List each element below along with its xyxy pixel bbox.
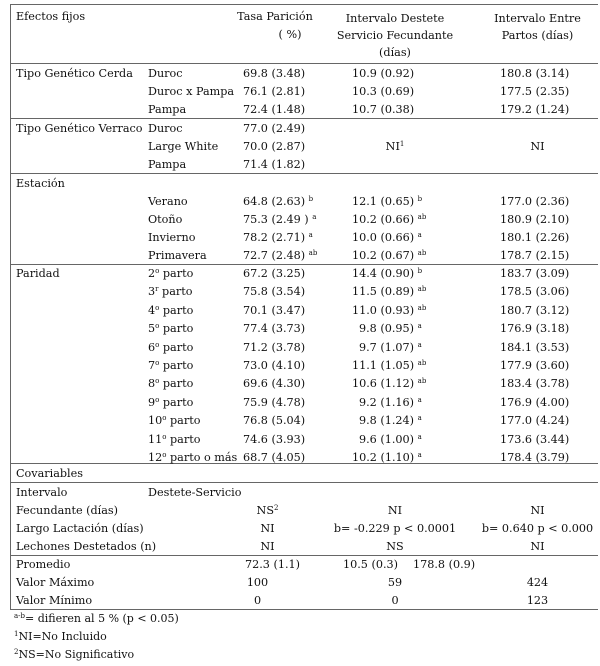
covariable-iep: b= 0.640 p < 0.000: [481, 522, 594, 535]
tasa-value: 75.8 (3.54): [243, 285, 306, 299]
row-label: Duroc: [148, 67, 183, 80]
covariables-intervalo: Intervalo: [16, 486, 68, 499]
ids-value: 14.4 (0.90) $^b$: [352, 267, 423, 280]
iep-value: 184.1 (3.53): [500, 340, 570, 354]
covariable-tasa: NI: [260, 522, 275, 535]
ids-value: 10.6 (1.12) $^{ab}$: [352, 377, 427, 391]
ids-value: 9.8 (1.24) $^a$: [359, 414, 422, 428]
iep-value: 173.6 (3.44): [500, 432, 570, 446]
row-label: 5$^o$ parto: [148, 322, 194, 336]
ids-value: 10.2 (0.67) $^{ab}$: [352, 249, 427, 262]
rule-verraco: [10, 173, 598, 174]
section-estacion-label: Estación: [16, 177, 65, 190]
iep-value: 177.5 (2.35): [500, 85, 570, 98]
iep-value: 178.5 (3.06): [500, 285, 570, 299]
header-intervalo-partos: Intervalo Entre Partos (días): [494, 12, 581, 42]
ids-value: 10.7 (0.38): [352, 103, 415, 116]
covariable-ids: NI: [387, 504, 403, 517]
header-intervalo-destete: Intervalo Destete Servicio Fecundante (días): [336, 12, 454, 59]
tasa-value: 71.4 (1.82): [243, 158, 306, 171]
summary-maximo-ids: 59: [387, 576, 403, 589]
iep-value: 178.4 (3.79): [500, 451, 570, 464]
tasa-value: 70.0 (2.87): [243, 140, 306, 153]
row-label: Invierno: [148, 231, 196, 244]
tasa-value: 70.1 (3.47): [243, 303, 306, 317]
ids-value: 9.2 (1.16) $^a$: [359, 395, 422, 409]
covariable-label: Fecundante (días): [16, 504, 119, 517]
tasa-value: 77.0 (2.49): [243, 122, 306, 135]
row-label: Large White: [148, 140, 219, 153]
iep-value: 179.2 (1.24): [500, 103, 570, 116]
tasa-value: 75.3 (2.49 ) $^a$: [243, 213, 317, 226]
iep-value: 183.4 (3.78): [500, 377, 570, 391]
header-effects: Efectos fijos: [16, 10, 86, 23]
ids-value: 11.1 (1.05) $^{ab}$: [352, 359, 427, 372]
covariables-label: Covariables: [16, 467, 83, 480]
row-label: 8$^o$ parto: [148, 377, 194, 391]
ids-value: 11.0 (0.93) $^{ab}$: [352, 303, 427, 317]
rule-header: [10, 63, 598, 64]
summary-minimo-label: Valor Mínimo: [16, 594, 93, 607]
row-label: Verano: [148, 195, 188, 208]
covariable-tasa: NI: [260, 540, 275, 553]
summary-maximo-iep: 424: [526, 576, 549, 589]
header-tasa: Tasa Parición ( %): [237, 10, 313, 41]
tasa-value: 72.4 (1.48): [243, 103, 306, 116]
ids-value: 10.2 (0.66) $^{ab}$: [352, 213, 427, 226]
covariable-iep: NI: [530, 540, 545, 553]
section-paridad-label: Paridad: [16, 267, 60, 280]
row-label: 12$^o$ parto o más: [148, 451, 238, 464]
tasa-value: 68.7 (4.05): [243, 451, 306, 464]
row-label: Duroc: [148, 122, 183, 135]
ids-value: 10.9 (0.92): [352, 67, 415, 80]
iep-value: 176.9 (4.00): [500, 395, 570, 409]
rule-covariables: [10, 555, 598, 556]
footnote-ni: $^1$NI=No Incluido: [14, 630, 107, 643]
covariable-label: Lechones Destetados (n): [16, 540, 157, 553]
section-cerda-label: Tipo Genético Cerda: [16, 67, 133, 80]
rule-bottom: [10, 609, 598, 610]
summary-promedio-label: Promedio: [16, 558, 71, 571]
rule-cerda: [10, 118, 598, 119]
rule-top: [10, 4, 598, 5]
tasa-value: 73.0 (4.10): [243, 359, 306, 372]
row-label: 10$^o$ parto: [148, 414, 201, 428]
tasa-value: 67.2 (3.25): [243, 267, 306, 280]
tasa-value: 76.1 (2.81): [243, 85, 306, 98]
rule-covariables-label: [10, 482, 598, 483]
row-label: 11$^o$ parto: [148, 432, 201, 446]
summary-maximo-tasa: 100: [246, 576, 269, 589]
footnote-ns: $^2$NS=No Significativo: [14, 648, 135, 661]
iep-value: 176.9 (3.18): [500, 322, 570, 336]
tasa-value: 76.8 (5.04): [243, 414, 306, 428]
row-label: Pampa: [148, 103, 187, 116]
covariable-ids: NS: [386, 540, 404, 553]
section-verraco-label: Tipo Genético Verraco: [16, 122, 143, 135]
ids-value: 11.5 (0.89) $^{ab}$: [352, 285, 427, 299]
iep-value: 177.9 (3.60): [500, 359, 570, 372]
iep-value: 180.8 (3.14): [500, 67, 570, 80]
row-label: 3$^r$ parto: [148, 285, 193, 299]
ids-value: 10.0 (0.66) $^a$: [352, 231, 422, 244]
summary-minimo-ids: 0: [391, 594, 399, 607]
tasa-value: 77.4 (3.73): [243, 322, 306, 336]
tasa-value: 69.6 (4.30): [243, 377, 306, 391]
summary-minimo-iep: 123: [526, 594, 549, 607]
ids-value: 9.6 (1.00) $^a$: [359, 432, 422, 446]
iep-value: 177.0 (2.36): [500, 195, 570, 208]
iep-value: 177.0 (4.24): [500, 414, 570, 428]
ids-value: 12.1 (0.65) $^b$: [352, 195, 423, 208]
footnote-significance: $^{a-b}$= difieren al 5 % (p < 0.05): [14, 612, 179, 625]
summary-promedio-iep: 178.8 (0.9): [413, 558, 476, 571]
verraco-ids-value: $NI^1$: [385, 140, 405, 153]
covariable-label: Largo Lactación (días): [16, 522, 144, 535]
tasa-value: 74.6 (3.93): [243, 432, 306, 446]
iep-value: 180.7 (3.12): [500, 303, 570, 317]
ids-value: 9.7 (1.07) $^a$: [359, 340, 422, 354]
row-label: Primavera: [148, 249, 207, 262]
row-label: 4$^o$ parto: [148, 303, 194, 317]
rule-left: [10, 4, 11, 609]
covariables-destete-servicio: Destete-Servicio: [148, 486, 242, 499]
row-label: 6$^o$ parto: [148, 340, 194, 354]
rule-estacion: [10, 264, 598, 265]
summary-promedio-tasa: 72.3 (1.1): [245, 558, 300, 571]
covariable-iep: NI: [530, 504, 545, 517]
tasa-value: 64.8 (2.63) $^b$: [243, 195, 314, 208]
covariable-tasa: $NS^2$: [256, 504, 279, 517]
verraco-iep-value: NI: [530, 140, 545, 153]
tasa-value: 72.7 (2.48) $^{ab}$: [243, 249, 318, 262]
tasa-value: 69.8 (3.48): [243, 67, 306, 80]
covariable-ids: b= -0.229 p < 0.0001: [333, 522, 457, 535]
row-label: 7$^o$ parto: [148, 359, 194, 372]
row-label: 2$^o$ parto: [148, 267, 194, 280]
row-label: Duroc x Pampa: [148, 85, 235, 98]
iep-value: 180.9 (2.10): [500, 213, 570, 226]
iep-value: 180.1 (2.26): [500, 231, 570, 244]
tasa-value: 75.9 (4.78): [243, 395, 306, 409]
summary-maximo-label: Valor Máximo: [16, 576, 95, 589]
row-label: Pampa: [148, 158, 187, 171]
tasa-value: 71.2 (3.78): [243, 340, 306, 354]
ids-value: 10.2 (1.10) $^a$: [352, 451, 422, 464]
summary-promedio-ids: 10.5 (0.3): [343, 558, 398, 571]
tasa-value: 78.2 (2.71) $^a$: [243, 231, 313, 244]
row-label: Otoño: [148, 213, 183, 226]
summary-minimo-tasa: 0: [253, 594, 262, 607]
iep-value: 178.7 (2.15): [500, 249, 570, 262]
ids-value: 10.3 (0.69): [352, 85, 415, 98]
iep-value: 183.7 (3.09): [500, 267, 570, 280]
ids-value: 9.8 (0.95) $^a$: [359, 322, 422, 336]
row-label: 9$^o$ parto: [148, 395, 194, 409]
